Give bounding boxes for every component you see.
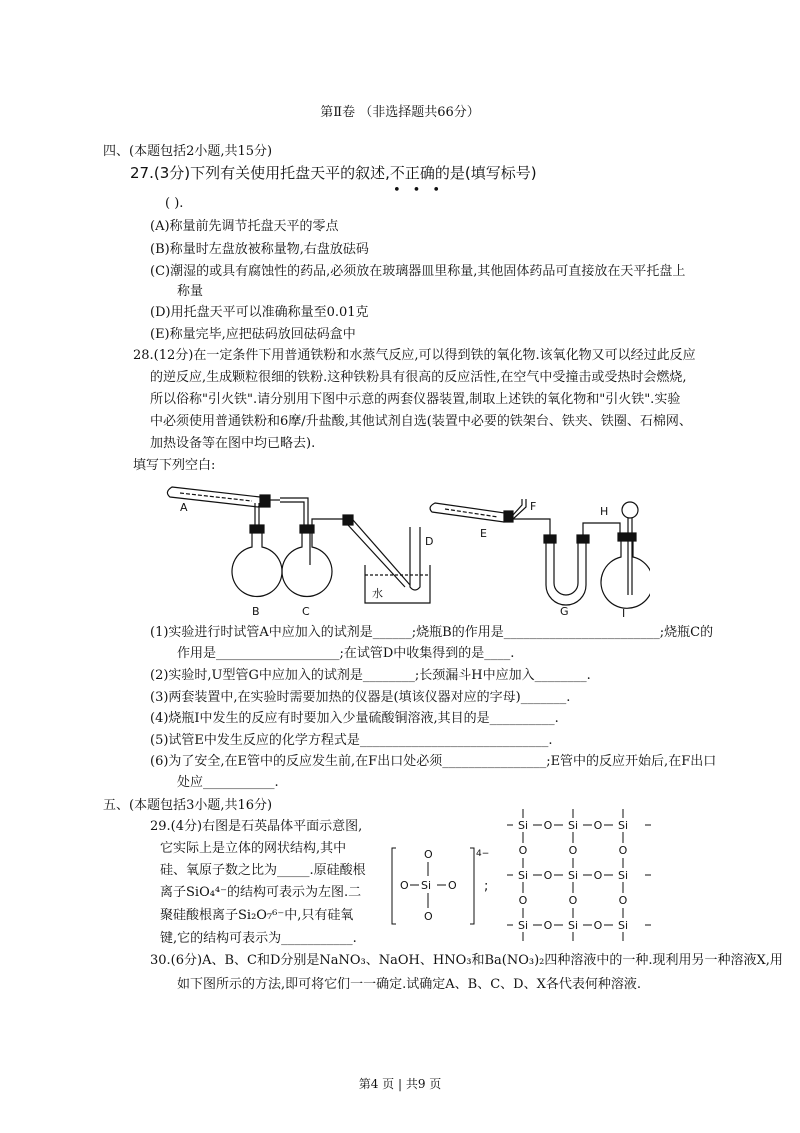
si-atom: Si — [517, 819, 529, 832]
q28-line-3: 所以俗称"引火铁".请分别用下图中示意的两套仪器装置,制取上述铁的氧化物和"引火铁".实验 — [150, 392, 681, 407]
label-f: F — [530, 500, 537, 513]
q27-emphasis-dots: ••• — [393, 183, 453, 198]
q28-sub-4: (4)烧瓶I中发生的反应有时要加入少量硫酸铜溶液,其目的是__________. — [150, 711, 559, 726]
q28-line-5: 加热设备等在图中均已略去). — [150, 436, 316, 451]
q28-line-1: 28.(12分)在一定条件下用普通铁粉和水蒸气反应,可以得到铁的氧化物.该氧化物又可以经过此反应 — [133, 348, 696, 363]
o-atom: O — [618, 844, 628, 857]
ion-o-right: O — [448, 879, 457, 892]
section-4-heading: 四、(本题包括2小题,共15分) — [103, 144, 273, 159]
flask-b — [232, 525, 282, 596]
q28-fill-prompt: 填写下列空白: — [133, 458, 216, 473]
label-a: A — [180, 501, 188, 514]
label-c: C — [302, 605, 310, 618]
o-atom: O — [593, 869, 603, 882]
label-i: I — [622, 607, 626, 620]
label-g: G — [560, 605, 569, 618]
q28-sub-1-cont: 作用是___________________;在试管D中收集得到的是____. — [177, 646, 515, 661]
o-atom: O — [518, 844, 528, 857]
si-atom: Si — [567, 869, 579, 882]
q30-line-2: 如下图所示的方法,即可将它们一一确定.试确定A、B、C、D、X各代表何种溶液. — [177, 977, 641, 992]
o-atom: O — [543, 919, 553, 932]
q27-answer-blank: ( ). — [165, 196, 184, 211]
q27-option-a: (A)称量前先调节托盘天平的零点 — [150, 219, 339, 234]
q29-line-2: 它实际上是立体的网状结构,其中 — [160, 841, 347, 856]
page-footer: 第4 页 | 共9 页 — [358, 1077, 442, 1091]
ion-o-left: O — [400, 879, 409, 892]
q27-option-e: (E)称量完毕,应把砝码放回砝码盒中 — [150, 327, 356, 342]
label-e: E — [480, 527, 487, 540]
silicate-ion-structure — [388, 840, 493, 930]
label-h: H — [600, 505, 609, 518]
q28-sub-1: (1)实验进行时试管A中应加入的试剂是______;烧瓶B的作用是________________________;烧瓶C的 — [150, 625, 714, 640]
si-atom: Si — [517, 869, 529, 882]
si-atom: Si — [617, 869, 629, 882]
q29-line-1: 29.(4分)右图是石英晶体平面示意图, — [150, 819, 363, 834]
tube-d — [410, 527, 420, 590]
label-d: D — [425, 535, 434, 548]
o-atom: O — [618, 894, 628, 907]
ion-charge: 4− — [476, 849, 490, 859]
q29-line-6: 键,它的结构可表示为___________. — [160, 931, 357, 946]
q28-sub-6-cont: 处应___________. — [177, 775, 279, 790]
q29-line-3: 硅、氧原子数之比为_____.原硅酸根 — [160, 863, 366, 878]
q28-sub-6: (6)为了安全,在E管中的反应发生前,在F出口处必须________________;E管中的反应开始后,在F出口 — [150, 754, 717, 769]
si-atom: Si — [517, 919, 529, 932]
ion-si: Si — [421, 879, 432, 892]
q27-option-d: (D)用托盘天平可以准确称量至0.01克 — [150, 305, 369, 320]
o-atom: O — [543, 869, 553, 882]
si-atom: Si — [567, 919, 579, 932]
q28-sub-2: (2)实验时,U型管G中应加入的试剂是________;长颈漏斗H中应加入________. — [150, 668, 591, 683]
q29-line-5: 聚硅酸根离子Si₂O₇⁶⁻中,只有硅氧 — [160, 908, 354, 923]
tube-e — [430, 503, 513, 522]
ion-o-bottom: O — [424, 910, 433, 923]
si-atom: Si — [617, 819, 629, 832]
flask-c — [282, 525, 332, 596]
o-atom: O — [543, 819, 553, 832]
q28-line-2: 的逆反应,生成颗粒很细的铁粉.这种铁粉具有很高的反应活性,在空气中受撞击或受热时会燃烧, — [150, 370, 687, 385]
ion-o-top: O — [424, 848, 433, 861]
q27-option-c-cont: 称量 — [177, 284, 204, 299]
label-b: B — [252, 605, 260, 618]
o-atom: O — [568, 844, 578, 857]
label-water: 水 — [372, 587, 383, 600]
q28-sub-3: (3)两套装置中,在实验时需要加热的仪器是(填该仪器对应的字母)_______. — [150, 690, 571, 705]
o-atom: O — [518, 894, 528, 907]
q29-line-4: 离子SiO₄⁴⁻的结构可表示为左图.二 — [160, 885, 362, 900]
q28-sub-5: (5)试管E中发生反应的化学方程式是_____________________________. — [150, 733, 553, 748]
o-atom: O — [568, 894, 578, 907]
quartz-network-diagram — [505, 805, 655, 945]
q30-line-1: 30.(6分)A、B、C和D分别是NaNO₃、NaOH、HNO₃和Ba(NO₃)₂四种溶液中的一种.现利用另一种溶液X,用 — [150, 953, 783, 968]
o-atom: O — [593, 819, 603, 832]
q28-line-4: 中必须使用普通铁粉和6摩/升盐酸,其他试剂自选(装置中必要的铁架台、铁夹、铁圈、石棉网、 — [150, 414, 692, 429]
q27-option-c: (C)潮湿的或具有腐蚀性的药品,必须放在玻璃器皿里称量,其他固体药品可直接放在天平托盘上 — [150, 264, 686, 279]
u-tube-g — [544, 535, 589, 605]
q27-stem: 27.(3分)下列有关使用托盘天平的叙述,不正确的是(填写标号) — [130, 164, 537, 182]
section-5-heading: 五、(本题包括3小题,共16分) — [103, 798, 273, 813]
si-atom: Si — [617, 919, 629, 932]
apparatus-figure — [160, 475, 650, 625]
si-atom: Si — [567, 819, 579, 832]
o-atom: O — [593, 919, 603, 932]
flask-i — [601, 502, 650, 608]
q27-option-b: (B)称量时左盘放被称量物,右盘放砝码 — [150, 242, 369, 257]
page-title: 第Ⅱ卷 （非选择题共66分） — [320, 105, 480, 120]
semicolon: ; — [484, 879, 489, 894]
